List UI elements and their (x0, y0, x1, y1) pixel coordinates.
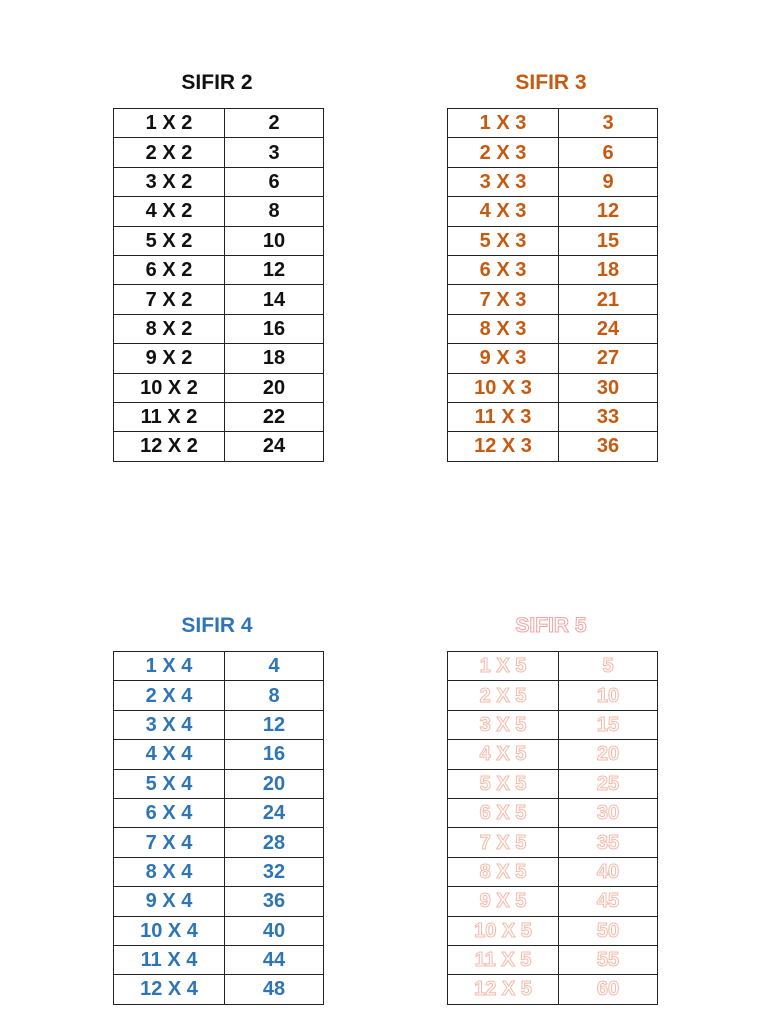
multiplication-result: 4 (225, 652, 324, 681)
table-row (114, 916, 324, 945)
multiplication-expression: 11 X 5 (448, 945, 559, 974)
multiplication-result: 12 (225, 710, 324, 739)
multiplication-expression: 8 X 5 (448, 857, 559, 886)
table-row (114, 373, 324, 402)
table-row (114, 226, 324, 255)
multiplication-result: 15 (559, 710, 658, 739)
multiplication-result: 10 (559, 681, 658, 710)
table-row (448, 740, 658, 769)
table-row (448, 402, 658, 431)
multiplication-expression: 3 X 5 (448, 710, 559, 739)
multiplication-expression: 11 X 4 (114, 945, 225, 974)
table-row (114, 314, 324, 343)
sifir-4-table (113, 651, 324, 1005)
multiplication-expression: 4 X 5 (448, 740, 559, 769)
multiplication-result: 45 (559, 887, 658, 916)
multiplication-expression: 1 X 5 (448, 652, 559, 681)
multiplication-result: 48 (225, 975, 324, 1004)
multiplication-result: 28 (225, 828, 324, 857)
sifir-5-title: SIFIR 5 (515, 614, 587, 637)
multiplication-result: 33 (559, 402, 658, 431)
multiplication-result: 14 (225, 285, 324, 314)
sifir-5-block (447, 609, 655, 1005)
multiplication-result: 24 (225, 432, 324, 461)
multiplication-result: 44 (225, 945, 324, 974)
table-row (448, 255, 658, 284)
table-row (448, 109, 658, 138)
multiplication-expression: 5 X 2 (114, 226, 225, 255)
table-row (448, 285, 658, 314)
multiplication-expression: 6 X 3 (448, 255, 559, 284)
multiplication-result: 12 (225, 255, 324, 284)
multiplication-result: 24 (559, 314, 658, 343)
multiplication-result: 60 (559, 975, 658, 1004)
table-row (448, 373, 658, 402)
table-row (448, 769, 658, 798)
multiplication-expression: 11 X 2 (114, 402, 225, 431)
multiplication-result: 18 (225, 344, 324, 373)
table-row (114, 798, 324, 827)
table-row (448, 226, 658, 255)
table-row (448, 138, 658, 167)
multiplication-expression: 9 X 3 (448, 344, 559, 373)
multiplication-expression: 3 X 2 (114, 167, 225, 196)
multiplication-expression: 3 X 4 (114, 710, 225, 739)
sifir-4-block (113, 609, 321, 1005)
multiplication-result: 8 (225, 197, 324, 226)
multiplication-expression: 10 X 5 (448, 916, 559, 945)
multiplication-result: 32 (225, 857, 324, 886)
multiplication-expression: 7 X 5 (448, 828, 559, 857)
table-row (114, 344, 324, 373)
table-row (448, 798, 658, 827)
multiplication-result: 6 (559, 138, 658, 167)
multiplication-expression: 8 X 4 (114, 857, 225, 886)
multiplication-expression: 1 X 3 (448, 109, 559, 138)
multiplication-result: 20 (559, 740, 658, 769)
sifir-5-table (447, 651, 658, 1005)
table-row (114, 402, 324, 431)
table-row (448, 857, 658, 886)
multiplication-result: 3 (559, 109, 658, 138)
multiplication-result: 40 (559, 857, 658, 886)
multiplication-expression: 8 X 3 (448, 314, 559, 343)
table-row (448, 710, 658, 739)
table-row (448, 197, 658, 226)
multiplication-result: 10 (225, 226, 324, 255)
multiplication-result: 40 (225, 916, 324, 945)
multiplication-result: 21 (559, 285, 658, 314)
multiplication-result: 55 (559, 945, 658, 974)
multiplication-result: 5 (559, 652, 658, 681)
table-row (114, 138, 324, 167)
table-row (448, 314, 658, 343)
multiplication-expression: 4 X 2 (114, 197, 225, 226)
multiplication-expression: 10 X 2 (114, 373, 225, 402)
multiplication-expression: 12 X 2 (114, 432, 225, 461)
multiplication-expression: 6 X 4 (114, 798, 225, 827)
multiplication-expression: 9 X 4 (114, 887, 225, 916)
sifir-2-block (113, 66, 321, 462)
multiplication-expression: 2 X 2 (114, 138, 225, 167)
table-row (114, 652, 324, 681)
multiplication-result: 35 (559, 828, 658, 857)
multiplication-expression: 10 X 3 (448, 373, 559, 402)
multiplication-result: 20 (225, 373, 324, 402)
table-row (448, 167, 658, 196)
table-row (114, 197, 324, 226)
table-row (114, 769, 324, 798)
multiplication-expression: 6 X 2 (114, 255, 225, 284)
multiplication-expression: 7 X 2 (114, 285, 225, 314)
table-row (114, 828, 324, 857)
multiplication-expression: 9 X 2 (114, 344, 225, 373)
sifir-3-block (447, 66, 655, 462)
table-row (114, 975, 324, 1004)
multiplication-expression: 5 X 3 (448, 226, 559, 255)
multiplication-expression: 7 X 3 (448, 285, 559, 314)
multiplication-expression: 12 X 5 (448, 975, 559, 1004)
multiplication-expression: 10 X 4 (114, 916, 225, 945)
multiplication-expression: 4 X 3 (448, 197, 559, 226)
multiplication-expression: 2 X 5 (448, 681, 559, 710)
table-row (448, 828, 658, 857)
multiplication-result: 50 (559, 916, 658, 945)
multiplication-expression: 7 X 4 (114, 828, 225, 857)
multiplication-expression: 6 X 5 (448, 798, 559, 827)
table-row (448, 975, 658, 1004)
multiplication-result: 22 (225, 402, 324, 431)
multiplication-result: 9 (559, 167, 658, 196)
multiplication-result: 36 (559, 432, 658, 461)
table-row (114, 887, 324, 916)
table-row (448, 945, 658, 974)
table-row (448, 916, 658, 945)
multiplication-expression: 9 X 5 (448, 887, 559, 916)
multiplication-result: 24 (225, 798, 324, 827)
table-row (114, 857, 324, 886)
sifir-2-table (113, 108, 324, 462)
sifir-2-title: SIFIR 2 (181, 71, 253, 94)
multiplication-result: 18 (559, 255, 658, 284)
multiplication-expression: 2 X 3 (448, 138, 559, 167)
multiplication-result: 2 (225, 109, 324, 138)
multiplication-result: 3 (225, 138, 324, 167)
multiplication-result: 36 (225, 887, 324, 916)
table-row (448, 681, 658, 710)
multiplication-expression: 3 X 3 (448, 167, 559, 196)
sifir-3-table (447, 108, 658, 462)
multiplication-expression: 5 X 4 (114, 769, 225, 798)
table-row (114, 432, 324, 461)
table-row (114, 710, 324, 739)
multiplication-expression: 1 X 2 (114, 109, 225, 138)
table-row (448, 432, 658, 461)
multiplication-result: 25 (559, 769, 658, 798)
multiplication-result: 16 (225, 740, 324, 769)
sifir-4-title: SIFIR 4 (181, 614, 253, 637)
multiplication-expression: 8 X 2 (114, 314, 225, 343)
table-row (448, 887, 658, 916)
multiplication-result: 6 (225, 167, 324, 196)
table-row (114, 740, 324, 769)
multiplication-result: 15 (559, 226, 658, 255)
table-row (114, 109, 324, 138)
multiplication-expression: 4 X 4 (114, 740, 225, 769)
table-row (114, 681, 324, 710)
multiplication-expression: 12 X 4 (114, 975, 225, 1004)
table-row (114, 285, 324, 314)
table-row (114, 167, 324, 196)
multiplication-result: 27 (559, 344, 658, 373)
multiplication-result: 16 (225, 314, 324, 343)
multiplication-result: 30 (559, 798, 658, 827)
table-row (114, 255, 324, 284)
table-row (448, 652, 658, 681)
multiplication-expression: 5 X 5 (448, 769, 559, 798)
table-row (448, 344, 658, 373)
multiplication-expression: 11 X 3 (448, 402, 559, 431)
multiplication-expression: 1 X 4 (114, 652, 225, 681)
sifir-3-title: SIFIR 3 (515, 71, 587, 94)
table-row (114, 945, 324, 974)
multiplication-result: 20 (225, 769, 324, 798)
multiplication-result: 8 (225, 681, 324, 710)
multiplication-result: 30 (559, 373, 658, 402)
multiplication-result: 12 (559, 197, 658, 226)
multiplication-expression: 2 X 4 (114, 681, 225, 710)
multiplication-expression: 12 X 3 (448, 432, 559, 461)
